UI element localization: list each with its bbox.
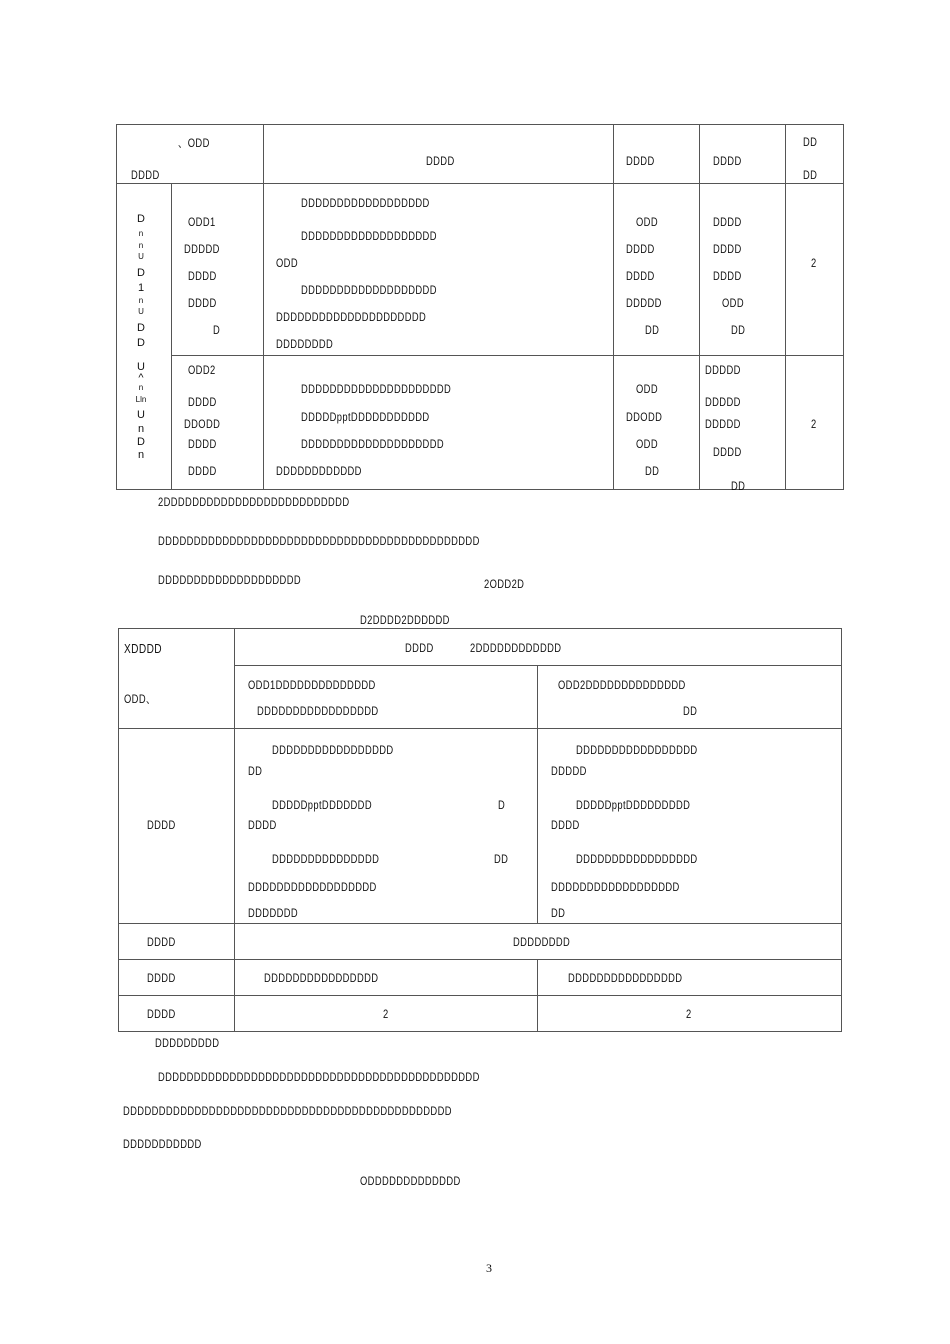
table2-corner-bottom: ODD、 (124, 692, 156, 706)
table1-row1-content: ODD (276, 256, 298, 270)
table2-left-content: D (498, 798, 506, 812)
table1-row1-content: DDDDDDDDDDDDDDDDDD (301, 196, 430, 210)
table1-row1-col4: DDDD (713, 215, 742, 229)
table2-caption: D2DDDD2DDDDDD (360, 613, 450, 627)
table1-row2-content: DDDDDDDDDDDD (276, 464, 362, 478)
table1-row1-col4: ODD (722, 296, 744, 310)
table2-left-content: DDDDDDDDDDDDDDD (272, 852, 380, 866)
table2-row4-right: 2 (686, 1007, 692, 1021)
table2-row2-label: DDDD (147, 935, 176, 949)
table1-row1-col3: DDDDD (626, 296, 662, 310)
paragraph-line: DDDDDDDDDDD (123, 1137, 202, 1151)
table1-row2-content: DDDDDDDDDDDDDDDDDDDD (301, 437, 444, 451)
table1-row1-name: ODD1 (188, 215, 216, 229)
table2-sub2: ODD2DDDDDDDDDDDDDD (558, 678, 686, 692)
table1-row2-name: DDODD (184, 417, 221, 431)
table2-left-content: DD (248, 764, 263, 778)
table2-header-2: 2DDDDDDDDDDDD (470, 641, 562, 655)
table1-row2-col3: DDODD (626, 410, 663, 424)
paragraph-line: DDDDDDDDDDDDDDDDDDDDDDDDDDDDDDDDDDDDDDDDDDDDD (158, 534, 480, 548)
table2-sub2: DD (683, 704, 698, 718)
table2-right-content: DDDD (551, 818, 580, 832)
table1-row2-col5: 2 (811, 417, 817, 431)
table1-header-col4: DDDD (713, 154, 742, 168)
table1-row1-col4: DDDD (713, 242, 742, 256)
table1-row1-name: D (213, 323, 221, 337)
table1-row1-col3: ODD (636, 215, 658, 229)
table1-row1-content: DDDDDDDDDDDDDDDDDDD (301, 283, 437, 297)
table1-row1-name: DDDD (188, 269, 217, 283)
table2-row3-label: DDDD (147, 971, 176, 985)
table1-row2-col4: DDDDD (705, 395, 741, 409)
table2-row-content-label: DDDD (147, 818, 176, 832)
table2-right-content: DDDDD (551, 764, 587, 778)
table1-row2-col4: DD (731, 479, 746, 493)
table1-row2-name: DDDD (188, 395, 217, 409)
table2-left-content: DD (494, 852, 509, 866)
table2-sub1: DDDDDDDDDDDDDDDDD (257, 704, 379, 718)
table2-row4-label: DDDD (147, 1007, 176, 1021)
table1-row1-col3: DDDD (626, 242, 655, 256)
table1-row1-col5: 2 (811, 256, 817, 270)
table1-row1-col3: DDDD (626, 269, 655, 283)
table1-row2-content: DDDDDDDDDDDDDDDDDDDDD (301, 382, 452, 396)
table1-row2-col4: DDDDD (705, 363, 741, 377)
paragraph-line: DDDDDDDDDDDDDDDDDDDDDDDDDDDDDDDDDDDDDDDDDDDDD (158, 1070, 480, 1084)
table1-row2-col4: DDDD (713, 445, 742, 459)
table2-right-content: DDDDDpptDDDDDDDDD (576, 798, 691, 812)
table1-row2-name: DDDD (188, 464, 217, 478)
table1-header-col5-bottom: DD (803, 168, 818, 182)
table1-row2-col3: DD (645, 464, 660, 478)
paragraph-line: 2DDDDDDDDDDDDDDDDDDDDDDDDDD (158, 495, 350, 509)
table1-row1-col4: DDDD (713, 269, 742, 283)
table1-row1-content: DDDDDDDDDDDDDDDDDDDDD (276, 310, 427, 324)
table1-row2-col3: ODD (636, 437, 658, 451)
paragraph-line-right: 2ODD2D (484, 577, 525, 591)
table1-header-col3: DDDD (626, 154, 655, 168)
table2-right-content: DD (551, 906, 566, 920)
table1-row1-content: DDDDDDDD (276, 337, 334, 351)
table2-row3-right: DDDDDDDDDDDDDDDD (568, 971, 683, 985)
table2-left-content: DDDD (248, 818, 277, 832)
table1-row2-name: DDDD (188, 437, 217, 451)
table2-right-content: DDDDDDDDDDDDDDDDD (576, 852, 698, 866)
table2-row3-left: DDDDDDDDDDDDDDDD (264, 971, 379, 985)
table2-corner-top: XDDDD (124, 641, 163, 656)
table1-header-col1-bottom: DDDD (131, 168, 160, 182)
paragraph-line: DDDDDDDDD (155, 1036, 220, 1050)
table2-right-content: DDDDDDDDDDDDDDDDD (576, 743, 698, 757)
table2-left-content: DDDDDDD (248, 906, 299, 920)
paragraph-line: ODDDDDDDDDDDDD (360, 1174, 461, 1188)
page-number: 3 (486, 1261, 492, 1275)
table1-row1-col4: DD (731, 323, 746, 337)
paragraph-line: DDDDDDDDDDDDDDDDDDDDDDDDDDDDDDDDDDDDDDDDDDDDDD (123, 1104, 452, 1118)
table1-row2-content: DDDDDpptDDDDDDDDDDD (301, 410, 430, 424)
table1-row2-name: ODD2 (188, 363, 216, 377)
table1-row2-col4: DDDDD (705, 417, 741, 431)
table2-row4-left: 2 (383, 1007, 389, 1021)
table1-row1-name: DDDDD (184, 242, 220, 256)
table2-header: DDDD (405, 641, 434, 655)
table2-left-content: DDDDDDDDDDDDDDDDD (272, 743, 394, 757)
table2-left-content: DDDDDpptDDDDDDD (272, 798, 372, 812)
table2-left-content: DDDDDDDDDDDDDDDDDD (248, 880, 377, 894)
table1-row1-content: DDDDDDDDDDDDDDDDDDD (301, 229, 437, 243)
table1-row2-col3: ODD (636, 382, 658, 396)
table1-row1-name: DDDD (188, 296, 217, 310)
table2-right-content: DDDDDDDDDDDDDDDDDD (551, 880, 680, 894)
table1-header-col1-top: 、ODD (178, 136, 210, 150)
table1-row1-col3: DD (645, 323, 660, 337)
table2-sub1: ODD1DDDDDDDDDDDDDD (248, 678, 376, 692)
paragraph-line: DDDDDDDDDDDDDDDDDDDD (158, 573, 301, 587)
table1-header-col5-top: DD (803, 135, 818, 149)
table1-header-content: DDDD (426, 154, 455, 168)
table2-row2-value: DDDDDDDD (513, 935, 571, 949)
